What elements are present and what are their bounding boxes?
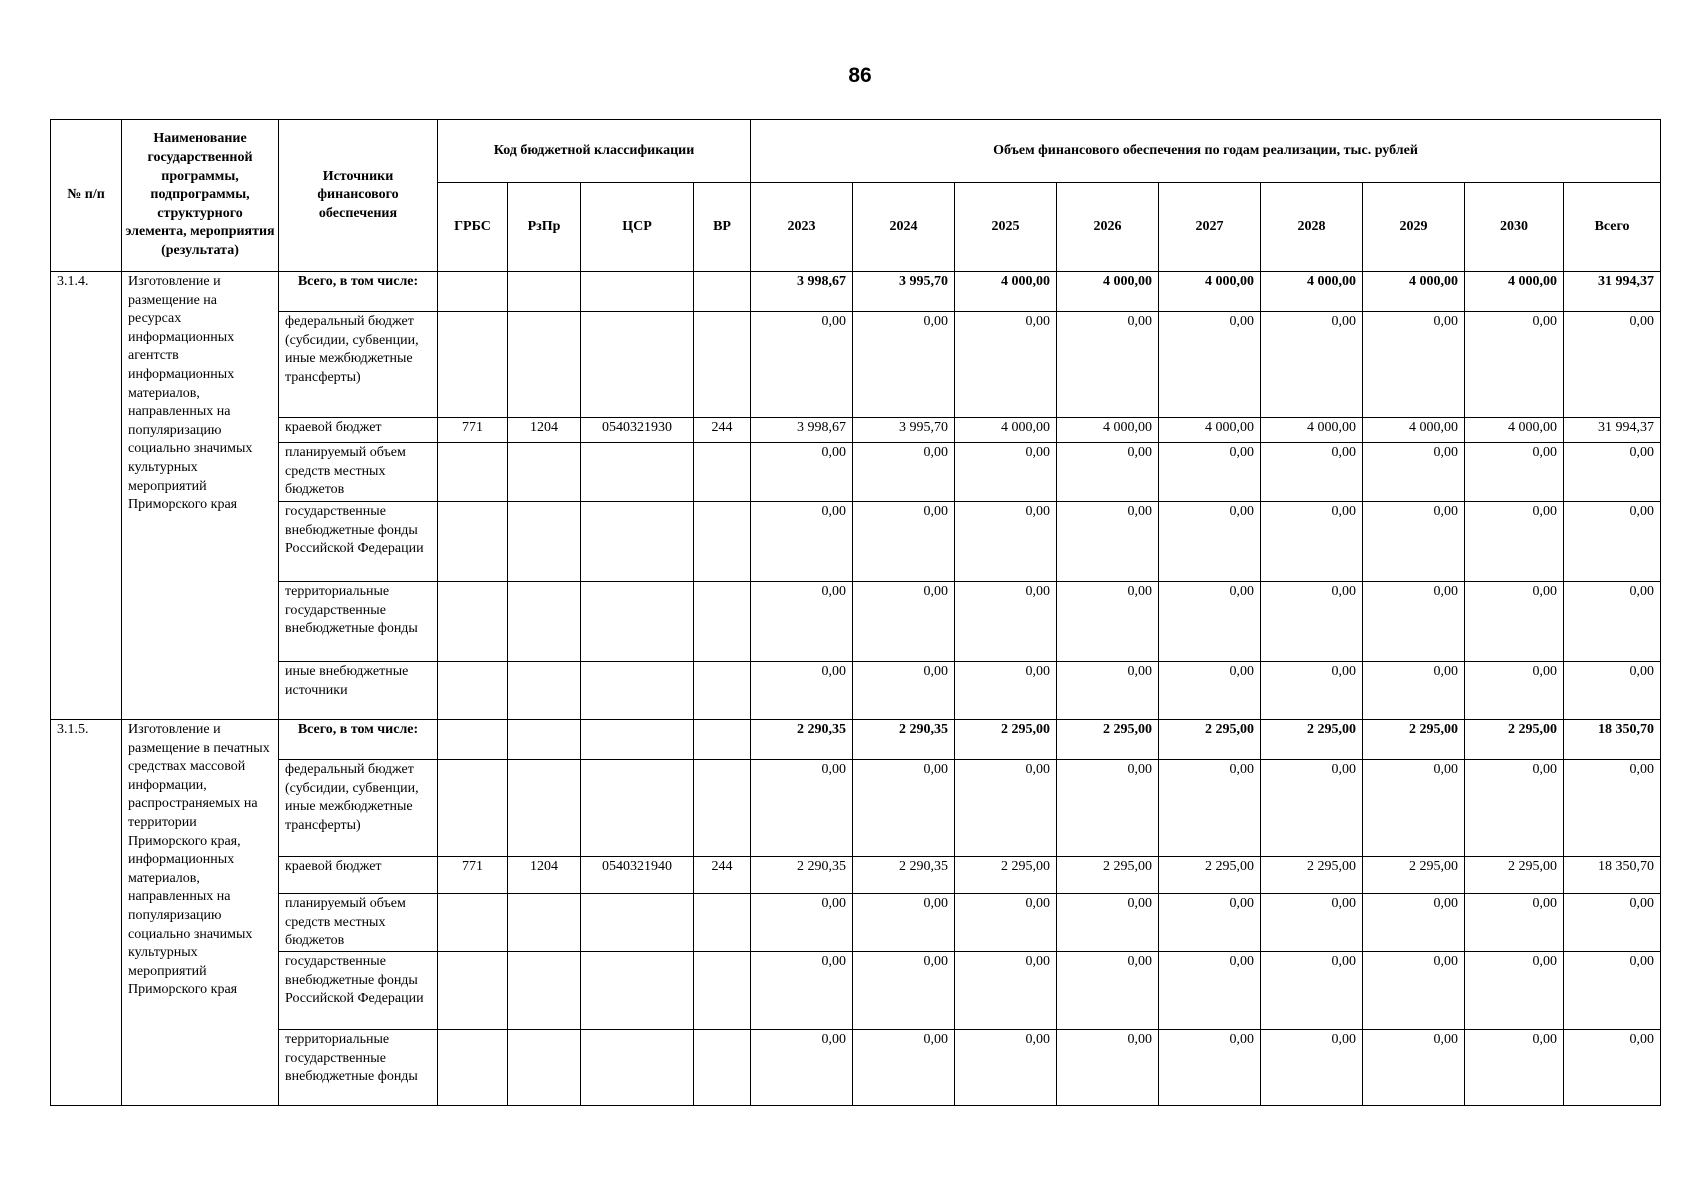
header-year: 2027 <box>1159 183 1261 272</box>
code-vr <box>694 720 751 760</box>
value-total: 0,00 <box>1564 760 1661 857</box>
value-y2025: 0,00 <box>955 952 1057 1030</box>
code-csr <box>581 312 694 418</box>
code-grbs: 771 <box>438 418 508 443</box>
value-y2027: 2 295,00 <box>1159 857 1261 894</box>
value-y2027: 2 295,00 <box>1159 720 1261 760</box>
value-y2029: 4 000,00 <box>1363 418 1465 443</box>
value-y2023: 0,00 <box>751 582 853 662</box>
code-vr <box>694 760 751 857</box>
value-y2029: 2 295,00 <box>1363 857 1465 894</box>
value-y2026: 0,00 <box>1057 952 1159 1030</box>
value-y2025: 4 000,00 <box>955 418 1057 443</box>
table-header <box>51 120 1661 272</box>
value-y2026: 0,00 <box>1057 312 1159 418</box>
code-csr <box>581 760 694 857</box>
funding-source: федеральный бюджет (субсидии, субвенции, иные межбюджетные трансферты) <box>279 760 438 857</box>
value-y2024: 2 290,35 <box>853 857 955 894</box>
value-y2026: 4 000,00 <box>1057 418 1159 443</box>
value-y2026: 2 295,00 <box>1057 720 1159 760</box>
value-y2025: 0,00 <box>955 312 1057 418</box>
value-total: 0,00 <box>1564 502 1661 582</box>
funding-source: государственные внебюджетные фонды Российской Федерации <box>279 952 438 1030</box>
value-y2023: 0,00 <box>751 1030 853 1106</box>
value-y2025: 4 000,00 <box>955 272 1057 312</box>
value-y2025: 0,00 <box>955 662 1057 720</box>
value-y2030: 4 000,00 <box>1465 418 1564 443</box>
code-grbs <box>438 272 508 312</box>
code-grbs <box>438 760 508 857</box>
code-vr <box>694 894 751 952</box>
value-total: 0,00 <box>1564 312 1661 418</box>
code-rzpr <box>508 443 581 502</box>
value-y2028: 0,00 <box>1261 312 1363 418</box>
code-vr: 244 <box>694 418 751 443</box>
value-y2026: 4 000,00 <box>1057 272 1159 312</box>
table-row <box>51 502 1661 582</box>
header-code-group: Код бюджетной классификации <box>438 120 751 183</box>
value-total: 0,00 <box>1564 894 1661 952</box>
code-rzpr <box>508 1030 581 1106</box>
value-y2023: 0,00 <box>751 952 853 1030</box>
value-y2030: 0,00 <box>1465 952 1564 1030</box>
value-total: 0,00 <box>1564 443 1661 502</box>
code-vr <box>694 312 751 418</box>
code-vr <box>694 662 751 720</box>
value-y2029: 0,00 <box>1363 1030 1465 1106</box>
value-total: 0,00 <box>1564 1030 1661 1106</box>
value-total: 0,00 <box>1564 952 1661 1030</box>
header-code-grbs: ГРБС <box>438 183 508 272</box>
code-csr <box>581 1030 694 1106</box>
header-year: 2024 <box>853 183 955 272</box>
table-row <box>51 857 1661 894</box>
value-y2023: 0,00 <box>751 443 853 502</box>
code-rzpr <box>508 720 581 760</box>
funding-source: государственные внебюджетные фонды Российской Федерации <box>279 502 438 582</box>
value-y2029: 0,00 <box>1363 443 1465 502</box>
value-total: 18 350,70 <box>1564 720 1661 760</box>
code-grbs <box>438 894 508 952</box>
code-rzpr <box>508 272 581 312</box>
value-y2023: 0,00 <box>751 502 853 582</box>
value-y2030: 0,00 <box>1465 662 1564 720</box>
value-y2026: 0,00 <box>1057 760 1159 857</box>
code-vr <box>694 1030 751 1106</box>
value-y2026: 2 295,00 <box>1057 857 1159 894</box>
value-y2024: 0,00 <box>853 502 955 582</box>
value-y2024: 0,00 <box>853 662 955 720</box>
code-csr <box>581 272 694 312</box>
code-grbs <box>438 502 508 582</box>
value-y2028: 0,00 <box>1261 1030 1363 1106</box>
header-num: № п/п <box>51 120 122 272</box>
header-year: 2026 <box>1057 183 1159 272</box>
value-y2023: 0,00 <box>751 312 853 418</box>
value-y2028: 0,00 <box>1261 582 1363 662</box>
table-row <box>51 894 1661 952</box>
value-y2028: 2 295,00 <box>1261 857 1363 894</box>
funding-source: федеральный бюджет (субсидии, субвенции, иные межбюджетные трансферты) <box>279 312 438 418</box>
code-rzpr: 1204 <box>508 418 581 443</box>
value-y2028: 0,00 <box>1261 502 1363 582</box>
value-y2023: 3 998,67 <box>751 418 853 443</box>
code-csr <box>581 720 694 760</box>
value-y2023: 3 998,67 <box>751 272 853 312</box>
value-total: 18 350,70 <box>1564 857 1661 894</box>
value-y2028: 4 000,00 <box>1261 272 1363 312</box>
value-y2026: 0,00 <box>1057 502 1159 582</box>
funding-source: планируемый объем средств местных бюджетов <box>279 443 438 502</box>
code-csr: 0540321930 <box>581 418 694 443</box>
value-y2024: 0,00 <box>853 760 955 857</box>
value-y2029: 0,00 <box>1363 952 1465 1030</box>
value-y2024: 0,00 <box>853 894 955 952</box>
value-y2027: 0,00 <box>1159 662 1261 720</box>
header-year: 2025 <box>955 183 1057 272</box>
value-y2027: 0,00 <box>1159 312 1261 418</box>
header-year: 2023 <box>751 183 853 272</box>
section-num: 3.1.5. <box>51 720 122 1106</box>
code-csr <box>581 894 694 952</box>
code-vr <box>694 443 751 502</box>
funding-source: Всего, в том числе: <box>279 272 438 312</box>
table-row <box>51 418 1661 443</box>
table-row <box>51 312 1661 418</box>
table-row <box>51 720 1661 760</box>
value-y2024: 2 290,35 <box>853 720 955 760</box>
table-row <box>51 662 1661 720</box>
value-y2029: 2 295,00 <box>1363 720 1465 760</box>
value-y2027: 0,00 <box>1159 582 1261 662</box>
value-y2024: 3 995,70 <box>853 418 955 443</box>
value-y2029: 0,00 <box>1363 760 1465 857</box>
value-y2024: 3 995,70 <box>853 272 955 312</box>
value-y2025: 0,00 <box>955 582 1057 662</box>
value-y2028: 2 295,00 <box>1261 720 1363 760</box>
code-rzpr <box>508 894 581 952</box>
code-csr <box>581 952 694 1030</box>
funding-source: территориальные государственные внебюджетные фонды <box>279 582 438 662</box>
value-total: 0,00 <box>1564 582 1661 662</box>
code-rzpr <box>508 760 581 857</box>
code-vr <box>694 502 751 582</box>
code-grbs: 771 <box>438 857 508 894</box>
code-csr <box>581 582 694 662</box>
funding-source: иные внебюджетные источники <box>279 662 438 720</box>
funding-source: краевой бюджет <box>279 418 438 443</box>
value-y2028: 0,00 <box>1261 894 1363 952</box>
code-grbs <box>438 720 508 760</box>
value-y2026: 0,00 <box>1057 582 1159 662</box>
code-rzpr: 1204 <box>508 857 581 894</box>
code-csr: 0540321940 <box>581 857 694 894</box>
value-y2030: 0,00 <box>1465 760 1564 857</box>
header-name: Наименование государственной программы, подпрограммы, структурного элемента, мероприятия (результата) <box>122 120 279 272</box>
header-total: Всего <box>1564 183 1661 272</box>
value-y2024: 0,00 <box>853 312 955 418</box>
code-vr <box>694 582 751 662</box>
section-name: Изготовление и размещение в печатных средствах массовой информации, распространяемых на территории Приморского края, информационных материалов, направленных на популяризацию социально значимых культурных мероприятий Приморского края <box>122 720 279 1106</box>
funding-source: краевой бюджет <box>279 857 438 894</box>
value-y2030: 0,00 <box>1465 894 1564 952</box>
value-y2028: 0,00 <box>1261 662 1363 720</box>
value-y2029: 0,00 <box>1363 662 1465 720</box>
table-body <box>51 272 1661 1106</box>
value-y2024: 0,00 <box>853 952 955 1030</box>
code-vr: 244 <box>694 857 751 894</box>
code-rzpr <box>508 662 581 720</box>
value-y2030: 0,00 <box>1465 312 1564 418</box>
value-y2027: 0,00 <box>1159 894 1261 952</box>
code-rzpr <box>508 502 581 582</box>
code-rzpr <box>508 582 581 662</box>
header-year: 2030 <box>1465 183 1564 272</box>
value-y2029: 0,00 <box>1363 312 1465 418</box>
code-grbs <box>438 312 508 418</box>
value-y2024: 0,00 <box>853 443 955 502</box>
value-y2030: 0,00 <box>1465 582 1564 662</box>
value-y2026: 0,00 <box>1057 443 1159 502</box>
value-y2025: 0,00 <box>955 1030 1057 1106</box>
value-y2027: 4 000,00 <box>1159 272 1261 312</box>
section-name: Изготовление и размещение на ресурсах информационных агентств информационных материалов, направленных на популяризацию социально значимых культурных мероприятий Приморского края <box>122 272 279 720</box>
value-y2028: 4 000,00 <box>1261 418 1363 443</box>
value-y2027: 0,00 <box>1159 952 1261 1030</box>
funding-source: планируемый объем средств местных бюджетов <box>279 894 438 952</box>
value-y2023: 2 290,35 <box>751 720 853 760</box>
value-y2026: 0,00 <box>1057 1030 1159 1106</box>
value-total: 31 994,37 <box>1564 272 1661 312</box>
code-grbs <box>438 662 508 720</box>
value-y2027: 4 000,00 <box>1159 418 1261 443</box>
code-csr <box>581 443 694 502</box>
code-vr <box>694 952 751 1030</box>
section-num: 3.1.4. <box>51 272 122 720</box>
value-y2029: 0,00 <box>1363 894 1465 952</box>
value-y2030: 2 295,00 <box>1465 720 1564 760</box>
value-y2023: 0,00 <box>751 894 853 952</box>
value-y2027: 0,00 <box>1159 443 1261 502</box>
code-grbs <box>438 1030 508 1106</box>
value-y2025: 0,00 <box>955 760 1057 857</box>
funding-source: Всего, в том числе: <box>279 720 438 760</box>
value-y2028: 0,00 <box>1261 952 1363 1030</box>
value-y2030: 2 295,00 <box>1465 857 1564 894</box>
code-grbs <box>438 952 508 1030</box>
code-rzpr <box>508 312 581 418</box>
table-row <box>51 272 1661 312</box>
value-y2026: 0,00 <box>1057 894 1159 952</box>
value-y2023: 0,00 <box>751 760 853 857</box>
value-total: 31 994,37 <box>1564 418 1661 443</box>
value-y2028: 0,00 <box>1261 760 1363 857</box>
value-y2030: 0,00 <box>1465 502 1564 582</box>
value-y2029: 4 000,00 <box>1363 272 1465 312</box>
code-csr <box>581 662 694 720</box>
table-row <box>51 760 1661 857</box>
header-year: 2028 <box>1261 183 1363 272</box>
value-y2027: 0,00 <box>1159 760 1261 857</box>
value-y2025: 0,00 <box>955 894 1057 952</box>
value-y2030: 0,00 <box>1465 443 1564 502</box>
header-code-csr: ЦСР <box>581 183 694 272</box>
code-csr <box>581 502 694 582</box>
value-y2028: 0,00 <box>1261 443 1363 502</box>
table-row <box>51 1030 1661 1106</box>
code-grbs <box>438 443 508 502</box>
value-y2024: 0,00 <box>853 582 955 662</box>
value-y2030: 4 000,00 <box>1465 272 1564 312</box>
header-volume-group: Объем финансового обеспечения по годам реализации, тыс. рублей <box>751 120 1661 183</box>
value-y2029: 0,00 <box>1363 502 1465 582</box>
header-code-vr: ВР <box>694 183 751 272</box>
value-total: 0,00 <box>1564 662 1661 720</box>
value-y2027: 0,00 <box>1159 1030 1261 1106</box>
value-y2030: 0,00 <box>1465 1030 1564 1106</box>
value-y2023: 0,00 <box>751 662 853 720</box>
value-y2025: 0,00 <box>955 502 1057 582</box>
table-row <box>51 952 1661 1030</box>
header-source: Источники финансового обеспечения <box>279 120 438 272</box>
header-year: 2029 <box>1363 183 1465 272</box>
code-vr <box>694 272 751 312</box>
value-y2027: 0,00 <box>1159 502 1261 582</box>
value-y2025: 2 295,00 <box>955 720 1057 760</box>
value-y2025: 0,00 <box>955 443 1057 502</box>
page-number: 86 <box>848 64 872 87</box>
budget-table <box>50 119 1661 1106</box>
code-rzpr <box>508 952 581 1030</box>
value-y2029: 0,00 <box>1363 582 1465 662</box>
code-grbs <box>438 582 508 662</box>
value-y2025: 2 295,00 <box>955 857 1057 894</box>
value-y2026: 0,00 <box>1057 662 1159 720</box>
table-row <box>51 443 1661 502</box>
value-y2024: 0,00 <box>853 1030 955 1106</box>
table-row <box>51 582 1661 662</box>
value-y2023: 2 290,35 <box>751 857 853 894</box>
header-code-rzpr: РзПр <box>508 183 581 272</box>
funding-source: территориальные государственные внебюджетные фонды <box>279 1030 438 1106</box>
